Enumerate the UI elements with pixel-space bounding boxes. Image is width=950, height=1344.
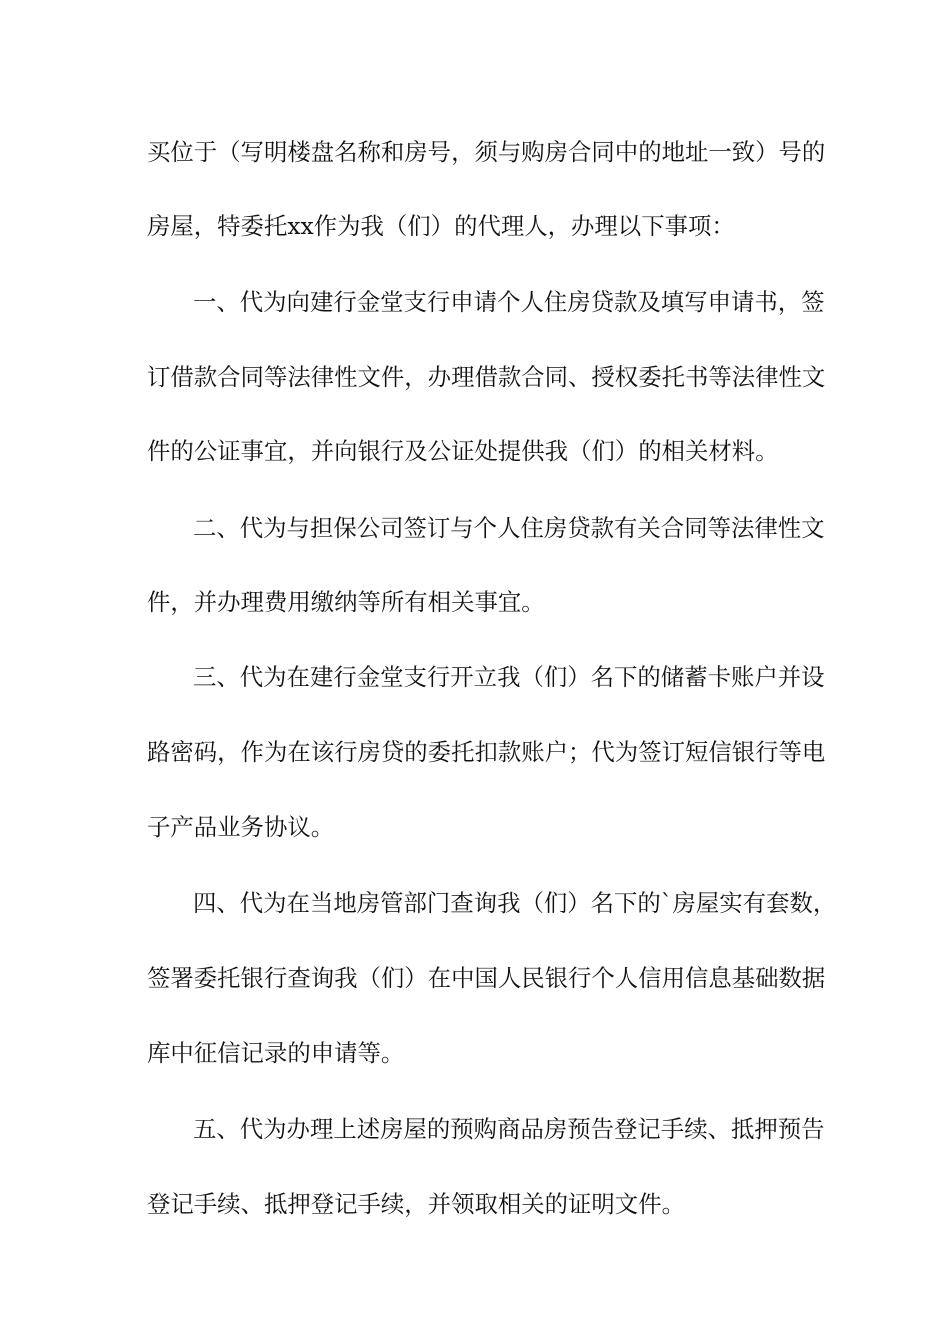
body-text-line: 件，并办理费用缴纳等所有相关事宜。 — [147, 588, 545, 616]
body-text-line: 库中征信记录的申请等。 — [147, 1039, 405, 1067]
body-text-line: 买位于（写明楼盘名称和房号，须与购房合同中的地址一致）号的 — [147, 138, 826, 166]
body-text-line: 路密码，作为在该行房贷的委托扣款账户；代为签订短信银行等电 — [147, 738, 826, 766]
body-text-line: 签署委托银行查询我（们）在中国人民银行个人信用信息基础数据 — [147, 964, 826, 992]
paragraph-first-line: 五、代为办理上述房屋的预购商品房预告登记手续、抵押预告 — [193, 1115, 825, 1143]
paragraph-first-line: 一、代为向建行金堂支行申请个人住房贷款及填写申请书，签 — [193, 288, 825, 316]
paragraph-first-line: 四、代为在当地房管部门查询我（们）名下的`房屋实有套数， — [193, 889, 837, 917]
paragraph-first-line: 二、代为与担保公司签订与个人住房贷款有关合同等法律性文 — [193, 514, 825, 542]
body-text-line: 件的公证事宜，并向银行及公证处提供我（们）的相关材料。 — [147, 437, 779, 465]
body-text-line: 房屋，特委托xx作为我（们）的代理人，办理以下事项： — [147, 212, 735, 240]
body-text-line: 订借款合同等法律性文件，办理借款合同、授权委托书等法律性文 — [147, 363, 826, 391]
paragraph-first-line: 三、代为在建行金堂支行开立我（们）名下的储蓄卡账户并设 — [193, 663, 825, 691]
body-text-line: 登记手续、抵押登记手续，并领取相关的证明文件。 — [147, 1190, 685, 1218]
body-text-line: 子产品业务协议。 — [147, 813, 335, 841]
